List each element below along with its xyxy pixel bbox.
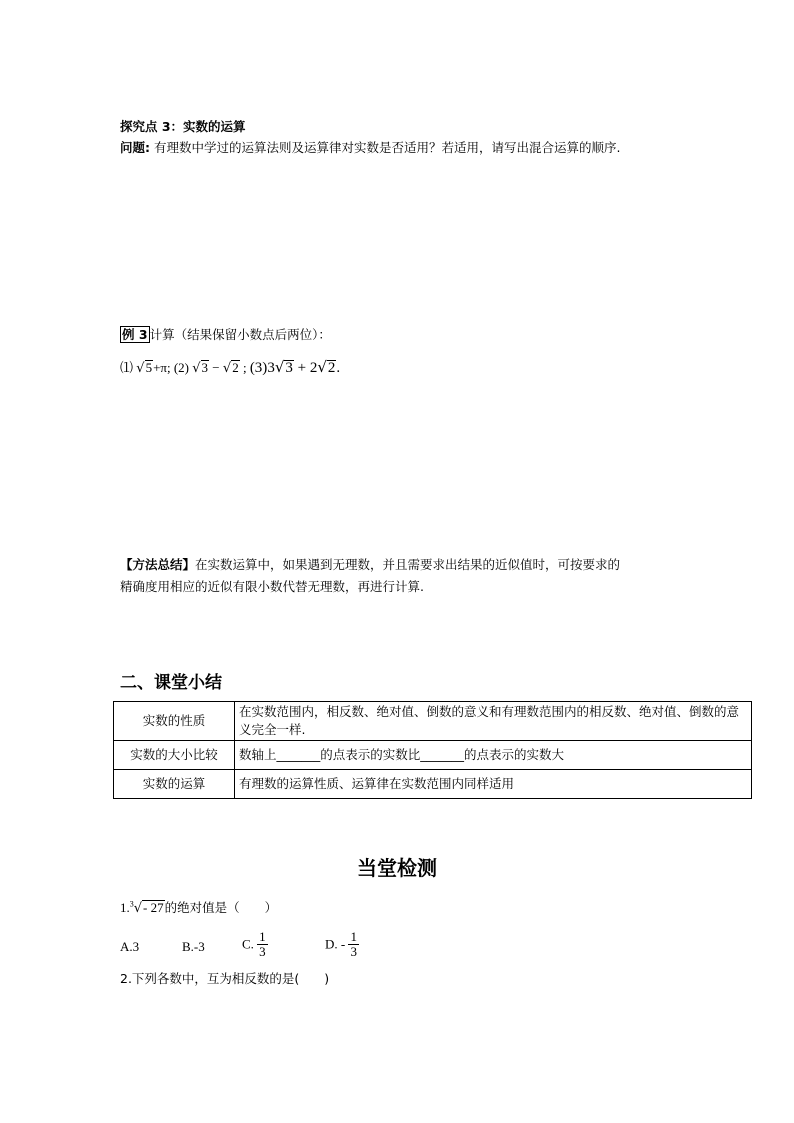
sqrt-icon: √ <box>133 901 143 916</box>
option-c-label: C. <box>242 936 254 952</box>
method-summary-line-1 <box>120 556 620 574</box>
question-label: 问题: <box>120 140 150 155</box>
example-3-line <box>120 326 331 344</box>
sqrt-icon: √ <box>274 358 285 376</box>
sqrt-icon: √ <box>192 361 201 376</box>
option-b: B.-3 <box>182 939 205 954</box>
problem-1-radicand: 5 <box>145 360 153 375</box>
row-key: 实数的大小比较 <box>114 741 235 770</box>
row-key: 实数的性质 <box>114 702 235 741</box>
question-2: 2.下列各数中，互为相反数的是( ) <box>120 971 330 986</box>
question-text: 有理数中学过的运算法则及运算律对实数是否适用？若适用，请写出混合运算的顺序. <box>153 140 621 155</box>
q1-text: 的绝对值是（ ） <box>164 900 278 915</box>
problem-3-end: . <box>336 360 341 376</box>
problem-3-radicand-b: 2 <box>327 360 336 376</box>
row-value: 在实数范围内，相反数、绝对值、倒数的意义和有理数范围内的相反数、绝对值、倒数的意义完全一样. <box>235 702 752 741</box>
problem-1-rest: +π; <box>153 360 171 375</box>
sqrt-icon: √ <box>136 361 145 376</box>
fraction-numerator: 1 <box>259 929 266 944</box>
problem-3-coef-b: 2 <box>309 360 318 376</box>
row-value: 数轴上_______的点表示的实数比_______的点表示的实数大 <box>235 741 752 770</box>
table-row <box>114 741 752 770</box>
problem-3-coef-a: 3 <box>267 360 275 376</box>
summary-heading: 二、课堂小结 <box>120 673 222 693</box>
fraction <box>257 930 268 959</box>
problem-2-label: (2) <box>173 360 189 375</box>
example-text: 计算（结果保留小数点后两位）： <box>149 327 331 342</box>
problem-2-end: ; <box>242 360 247 375</box>
question-1 <box>120 898 277 916</box>
problem-2-radicand-b: 2 <box>232 360 239 375</box>
fraction-denominator: 3 <box>259 944 266 959</box>
sqrt-icon: √ <box>222 361 232 376</box>
option-d <box>325 930 359 959</box>
problem-1-label: ⑴ <box>120 360 134 375</box>
problem-3-plus: + <box>297 360 307 376</box>
table-row <box>114 702 752 741</box>
section-title: 探究点 3：实数的运算 <box>120 119 246 134</box>
problem-2-minus: − <box>212 360 220 375</box>
fraction-denominator: 3 <box>350 944 357 959</box>
row-key: 实数的运算 <box>114 770 235 799</box>
option-d-label: D. - <box>325 936 346 952</box>
problem-3 <box>250 360 340 376</box>
problem-3-label: (3) <box>249 360 268 376</box>
method-line-1: 在实数运算中，如果遇到无理数，并且需要求出结果的近似值时，可按要求的 <box>195 557 621 572</box>
row-value: 有理数的运算性质、运算律在实数范围内同样适用 <box>235 770 752 799</box>
q1-radicand: - 27 <box>143 900 164 915</box>
example-3-problems <box>120 357 340 377</box>
q1-number: 1. <box>120 900 130 915</box>
problem-2-radicand-a: 3 <box>201 360 209 375</box>
method-line-2: 精确度用相应的近似有限小数代替无理数，再进行计算. <box>120 579 424 594</box>
option-c <box>242 930 268 959</box>
sqrt-icon: √ <box>317 358 327 376</box>
problem-3-radicand-a: 3 <box>285 360 293 376</box>
example-tag: 例 3 <box>122 327 148 342</box>
fraction-numerator: 1 <box>350 929 357 944</box>
question-1-options <box>120 930 420 966</box>
method-label: 【方法总结】 <box>120 557 196 572</box>
option-a: A.3 <box>120 939 140 954</box>
quiz-heading: 当堂检测 <box>357 856 437 880</box>
fraction <box>348 930 359 959</box>
question-line <box>120 139 620 157</box>
table-row <box>114 770 752 799</box>
q1-root-index: 3 <box>129 899 134 909</box>
summary-table <box>113 701 752 799</box>
